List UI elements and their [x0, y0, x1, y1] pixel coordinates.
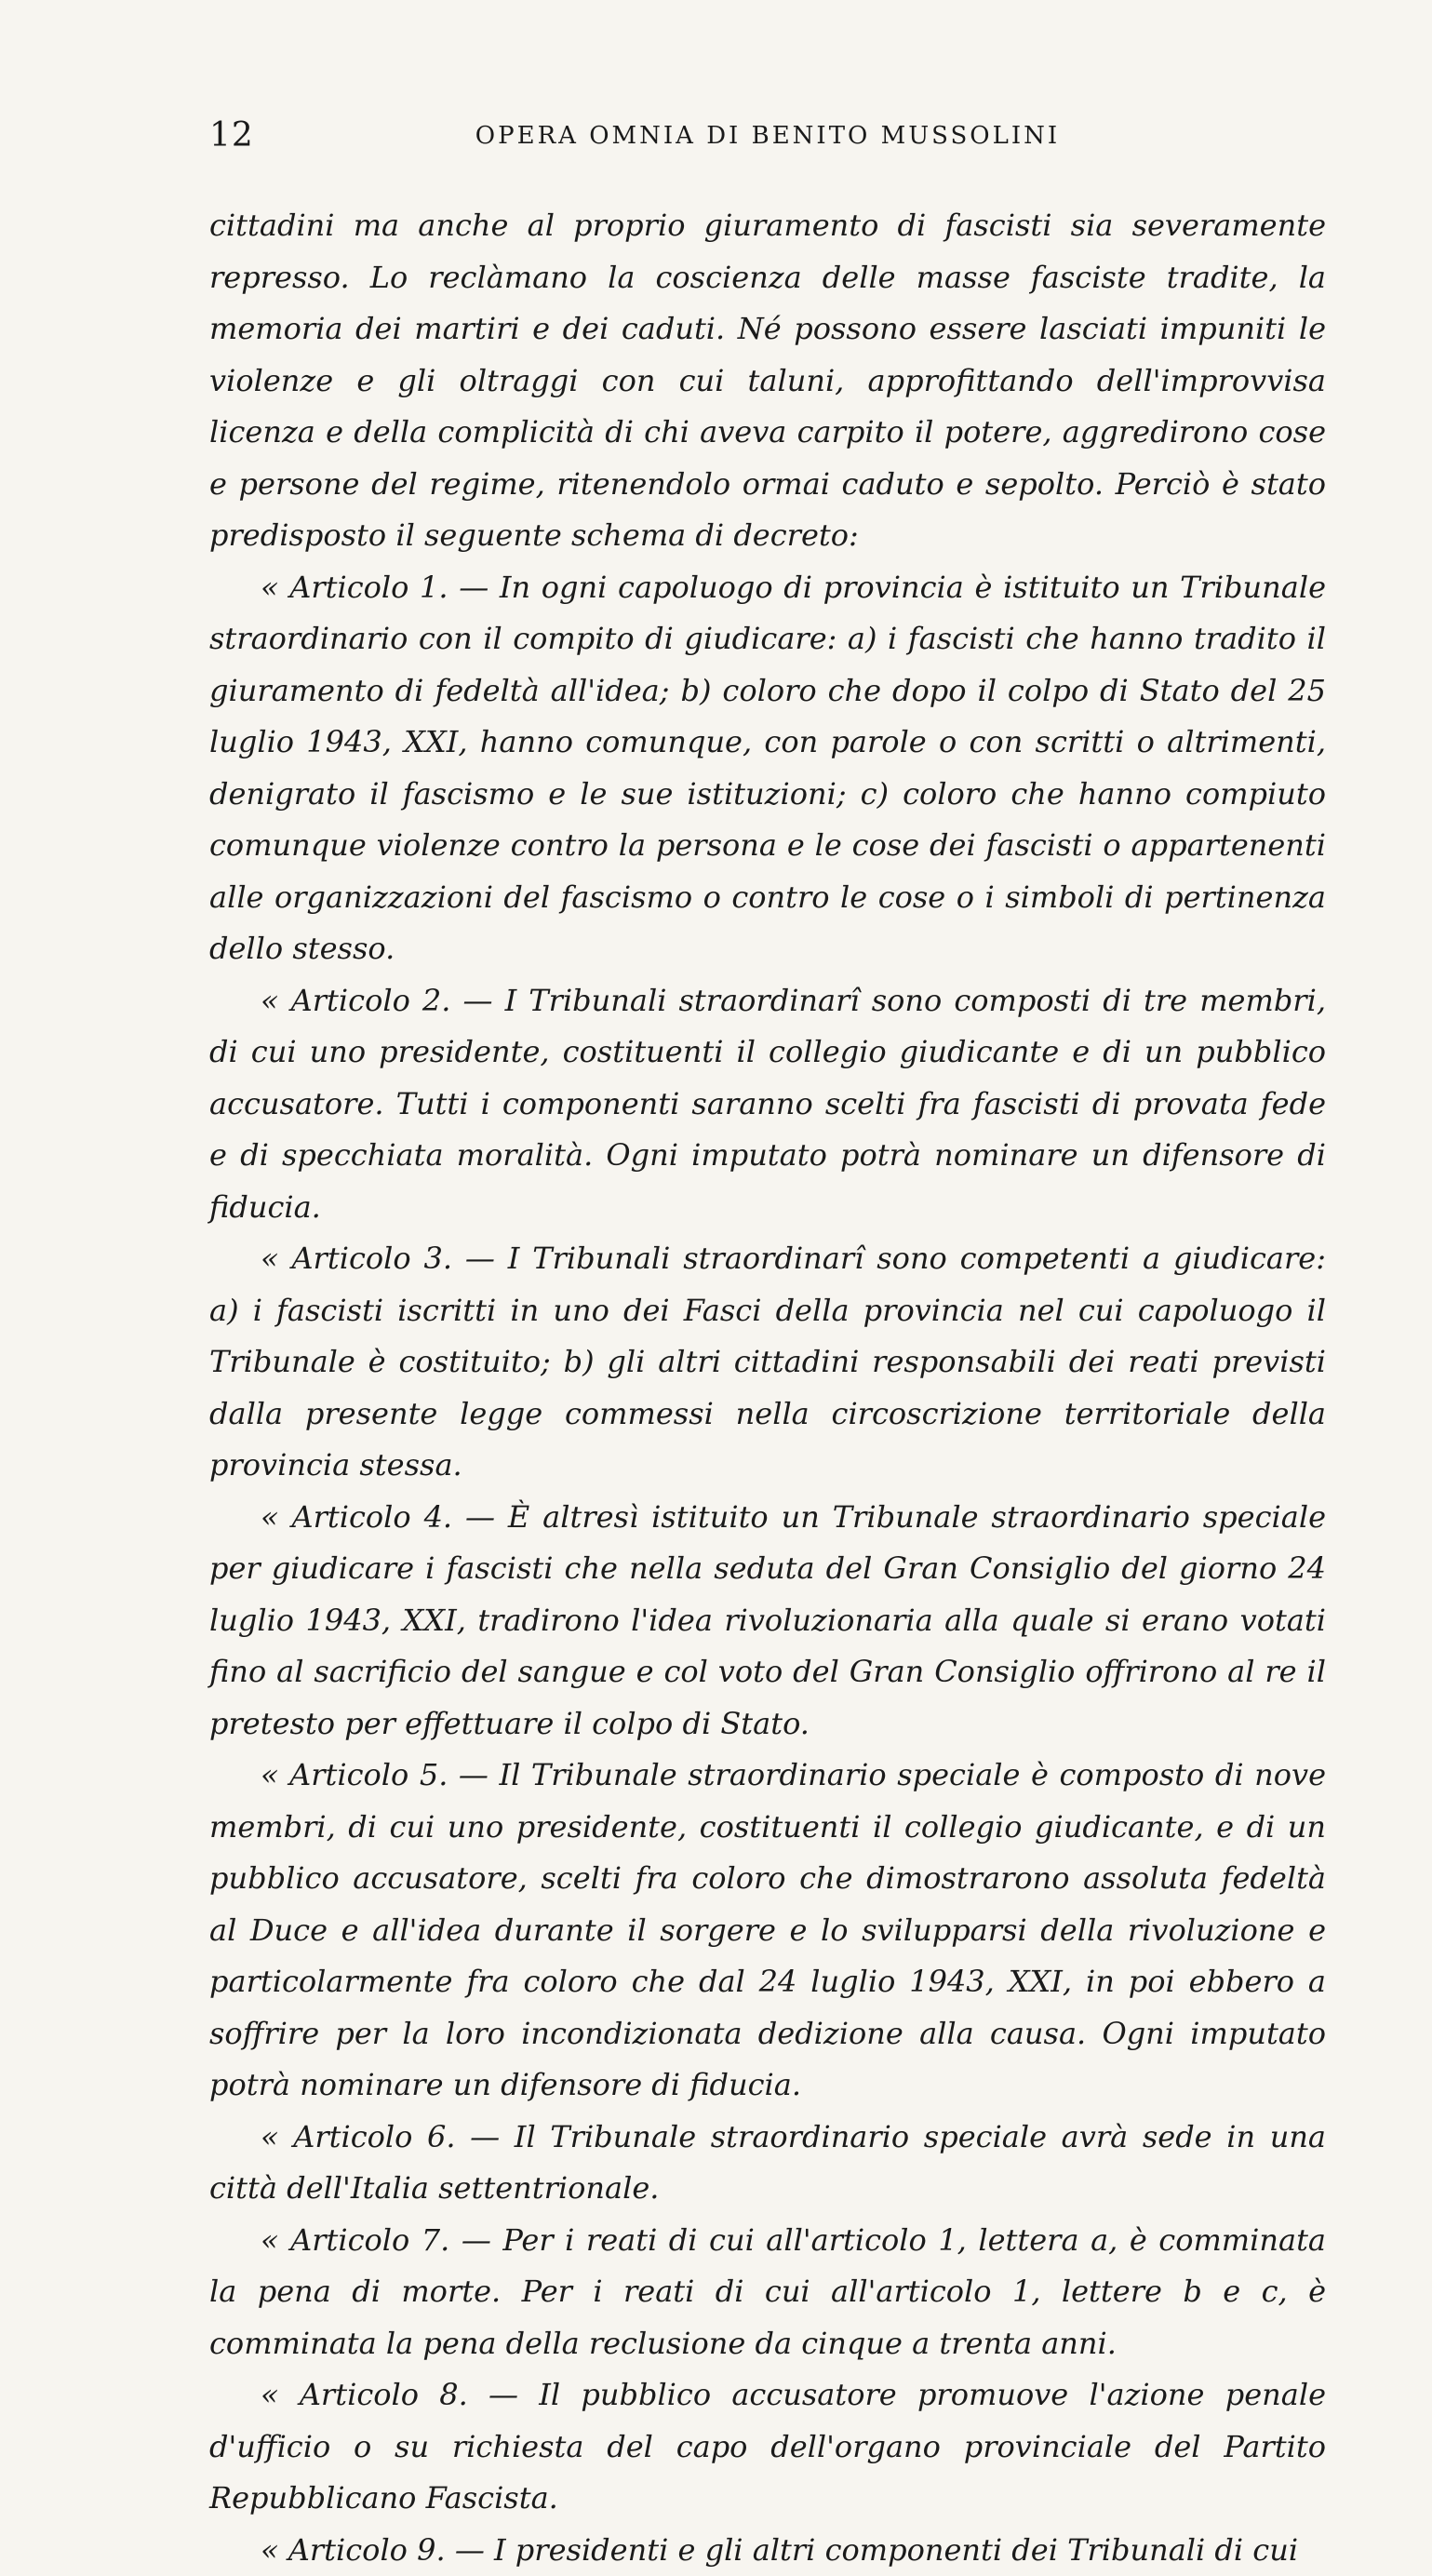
paragraph-article-6: « Articolo 6. — Il Tribunale straordinario speciale avrà sede in una città dell'Italia settentrionale.	[209, 2112, 1326, 2215]
page-number: 12	[209, 116, 254, 154]
paragraph-intro: cittadini ma anche al proprio giuramento di fascisti sia severamente represso. Lo reclàmano la coscienza delle masse fasciste tradite, la memoria dei martiri e dei caduti. Né possono essere lasciati impuniti le violenze e gli oltraggi con cui taluni, approfittando dell'improvvisa licenza e della complicità di chi aveva carpito il potere, aggredirono cose e persone del regime, ritenendolo ormai caduto e sepolto. Perciò è stato predisposto il seguente schema di decreto:	[209, 200, 1326, 562]
paragraph-article-3: « Articolo 3. — I Tribunali straordinarî sono competenti a giudicare: a) i fascisti iscritti in uno dei Fasci della provincia nel cui capoluogo il Tribunale è costituito; b) gli altri cittadini responsabili dei reati previsti dalla presente legge commessi nella circoscrizione territoriale della provincia stessa.	[209, 1233, 1326, 1492]
paragraph-article-2: « Articolo 2. — I Tribunali straordinarî sono composti di tre membri, di cui uno presidente, costituenti il collegio giudicante e di un pubblico accusatore. Tutti i componenti saranno scelti fra fascisti di provata fede e di specchiata moralità. Ogni imputato potrà nominare un difensore di fiducia.	[209, 975, 1326, 1234]
paragraph-article-9: « Articolo 9. — I presidenti e gli altri componenti dei Tribunali di cui	[209, 2525, 1326, 2576]
paragraph-article-4: « Articolo 4. — È altresì istituito un Tribunale straordinario speciale per giudicare i fascisti che nella seduta del Gran Consiglio del giorno 24 luglio 1943, XXI, tradirono l'idea rivoluzionaria alla quale si erano votati fino al sacrificio del sangue e col voto del Gran Consiglio offrirono al re il pretesto per effettuare il colpo di Stato.	[209, 1492, 1326, 1751]
paragraph-article-7: « Articolo 7. — Per i reati di cui all'articolo 1, lettera a, è comminata la pena di morte. Per i reati di cui all'articolo 1, lettere b e c, è comminata la pena della reclusione da cinque a trenta anni.	[209, 2215, 1326, 2370]
page-header	[209, 116, 1326, 181]
paragraph-article-8: « Articolo 8. — Il pubblico accusatore promuove l'azione penale d'ufficio o su richiesta del capo dell'organo provinciale del Partito Repubblicano Fascista.	[209, 2369, 1326, 2525]
paragraph-article-1: « Articolo 1. — In ogni capoluogo di provincia è istituito un Tribunale straordinario con il compito di giudicare: a) i fascisti che hanno tradito il giuramento di fedeltà all'idea; b) coloro che dopo il colpo di Stato del 25 luglio 1943, XXI, hanno comunque, con parole o con scritti o altrimenti, denigrato il fascismo e le sue istituzioni; c) coloro che hanno compiuto comunque violenze contro la persona e le cose dei fascisti o appartenenti alle organizzazioni del fascismo o contro le cose o i simboli di pertinenza dello stesso.	[209, 562, 1326, 975]
body-text	[209, 200, 1326, 2576]
running-title: OPERA OMNIA DI BENITO MUSSOLINI	[209, 122, 1326, 150]
book-page	[209, 116, 1326, 2576]
paragraph-article-5: « Articolo 5. — Il Tribunale straordinario speciale è composto di nove membri, di cui uno presidente, costituenti il collegio giudicante, e di un pubblico accusatore, scelti fra coloro che dimostrarono assoluta fedeltà al Duce e all'idea durante il sorgere e lo svilupparsi della rivoluzione e particolarmente fra coloro che dal 24 luglio 1943, XXI, in poi ebbero a soffrire per la loro incondizionata dedizione alla causa. Ogni imputato potrà nominare un difensore di fiducia.	[209, 1750, 1326, 2112]
